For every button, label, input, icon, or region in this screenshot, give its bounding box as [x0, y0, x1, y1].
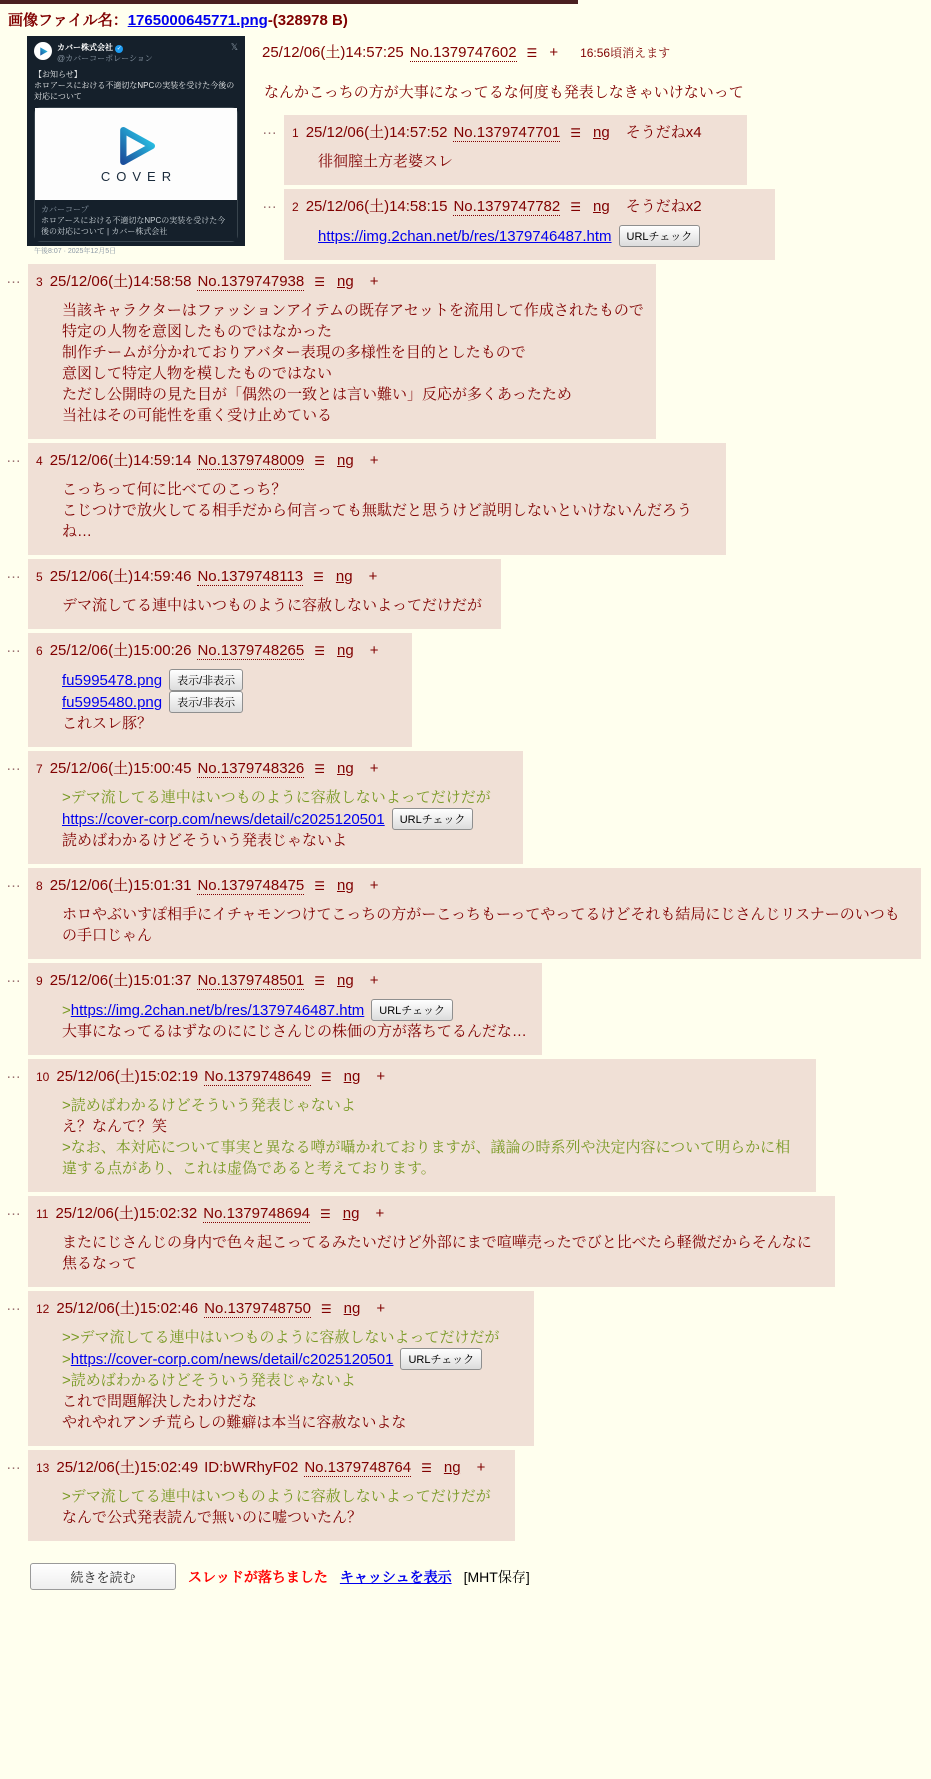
- mht-save-link[interactable]: [MHT保存]: [463, 1568, 530, 1585]
- sodane-plus-button[interactable]: +: [549, 44, 559, 61]
- post-menu-icon[interactable]: ☰: [320, 1070, 332, 1084]
- reply-text-line: 徘徊膣土方老婆スレ: [318, 153, 454, 170]
- file-size: -(328978 B): [267, 12, 348, 29]
- tweet-account-handle: @カバーコーポレーション: [57, 54, 153, 63]
- post-menu-icon[interactable]: ☰: [313, 570, 324, 584]
- op-post-number[interactable]: No.1379747602: [409, 44, 517, 61]
- reply-number: 9: [36, 974, 43, 988]
- sodane-plus-button[interactable]: +: [369, 877, 379, 894]
- reply-number: 1: [292, 126, 299, 140]
- reply-text-line: 当該キャラクターはファッションアイテムの既存アセットを流用して作成されたもので: [62, 302, 644, 319]
- del-expand-link[interactable]: …: [6, 565, 21, 582]
- reply-post: [262, 189, 931, 260]
- reply-date: 25/12/06(土)14:57:52: [305, 124, 448, 141]
- reply-header: [36, 1297, 522, 1318]
- sodane-plus-button[interactable]: +: [476, 1459, 486, 1476]
- url-check-button[interactable]: URLチェック: [392, 808, 474, 830]
- reply-number: 2: [292, 200, 299, 214]
- quote-line: >読めばわかるけどそういう発表じゃないよ: [62, 1097, 356, 1114]
- sodane-plus-button[interactable]: +: [368, 568, 378, 585]
- post-menu-icon[interactable]: ☰: [314, 974, 325, 988]
- reply-header: [292, 121, 735, 142]
- reply-header: [36, 1456, 503, 1477]
- ng-button[interactable]: ng: [337, 642, 354, 659]
- cover-logo-image: [35, 108, 237, 200]
- show-cache-link[interactable]: キャッシュを表示: [339, 1568, 452, 1585]
- url-link[interactable]: https://img.2chan.net/b/res/1379746487.htm: [318, 228, 612, 245]
- post-menu-icon[interactable]: ☰: [421, 1461, 432, 1475]
- reply-post: [6, 1450, 931, 1541]
- cover-avatar: [34, 42, 52, 60]
- sodane-plus-button[interactable]: +: [369, 760, 379, 777]
- reply-number: 13: [36, 1461, 50, 1475]
- sodane-plus-button[interactable]: +: [376, 1068, 386, 1085]
- reply-text-line: デマ流してる連中はいつものように容赦しないよってだけだが: [62, 597, 483, 614]
- reply-text-line: え？なんて？笑: [62, 1118, 168, 1135]
- ng-button[interactable]: ng: [593, 198, 610, 215]
- reply-header: [36, 449, 714, 470]
- reply-text-line: 制作チームが分かれておりアバター表現の多様性を目的としたもので: [62, 344, 526, 361]
- reply-number: 12: [36, 1302, 50, 1316]
- url-link[interactable]: https://cover-corp.com/news/detail/c2025120501: [70, 1351, 394, 1368]
- reply-number: 4: [36, 454, 43, 468]
- sodane-plus-button[interactable]: +: [369, 642, 379, 659]
- ng-button[interactable]: ng: [337, 760, 354, 777]
- del-expand-link[interactable]: …: [6, 1202, 21, 1219]
- url-check-button[interactable]: URLチェック: [619, 225, 701, 247]
- quote-line: >デマ流してる連中はいつものように容赦しないよってだけだが: [62, 1488, 491, 1505]
- reply-header: [36, 757, 511, 778]
- url-check-button[interactable]: URLチェック: [400, 1348, 482, 1370]
- file-link[interactable]: fu5995478.png: [62, 672, 163, 689]
- reply-date: 25/12/06(土)15:00:45: [49, 760, 192, 777]
- x-logo-icon: 𝕏: [230, 42, 238, 52]
- del-expand-link[interactable]: …: [6, 757, 21, 774]
- reply-text-line: 特定の人物を意図したものではなかった: [62, 323, 333, 340]
- quote-mark: >: [62, 1351, 71, 1368]
- reply-text-line: またにじさんじの身内で色々起こってるみたいだけど外部にまで喧嘩売ったでびと比べたら軽微だからそんなに焦るなって: [62, 1234, 812, 1272]
- reply-text-line: やれやれアンチ荒らしの難癖は本当に容赦ないよな: [62, 1414, 407, 1431]
- quote-line: >読めばわかるけどそういう発表じゃないよ: [62, 1372, 356, 1389]
- op-body-text: なんかこっちの方が大事になってるな何度も発表しなきゃいけないって: [264, 84, 744, 101]
- del-expand-link[interactable]: …: [6, 270, 21, 287]
- reply-text-line: これスレ豚？: [62, 715, 153, 732]
- sodane-plus-button[interactable]: +: [369, 273, 379, 290]
- reply-date: 25/12/06(土)14:58:58: [49, 273, 192, 290]
- post-menu-icon[interactable]: ☰: [314, 762, 325, 776]
- post-menu-icon[interactable]: ☰: [314, 275, 325, 289]
- sodane-plus-button[interactable]: +: [369, 452, 379, 469]
- cover-wordmark: COVER: [100, 168, 178, 184]
- file-header: [0, 4, 931, 33]
- reply-post-number[interactable]: No.1379748694: [203, 1205, 311, 1222]
- reply-date: 25/12/06(土)14:59:46: [49, 568, 192, 585]
- reply-text-line: こじつけで放火してる相手だから何言っても無駄だと思うけど説明しないといけないんだろうね…: [62, 502, 693, 540]
- sodane-plus-button[interactable]: +: [375, 1205, 385, 1222]
- reply-text-line: ただし公開時の見た目が「偶然の一致とは言い難い」反応が多くあったため: [62, 386, 572, 403]
- del-expand-link[interactable]: …: [6, 639, 21, 656]
- del-expand-link[interactable]: …: [262, 195, 277, 212]
- thread-footer: [30, 1563, 931, 1590]
- reply-date: 25/12/06(土)15:02:32: [55, 1205, 198, 1222]
- reply-post: [6, 264, 931, 439]
- reply-header: [292, 195, 763, 216]
- reply-date: 25/12/06(土)15:01:37: [49, 972, 192, 989]
- image-filename-link[interactable]: 1765000645771.png: [127, 12, 268, 29]
- ng-button[interactable]: ng: [342, 1205, 360, 1222]
- expire-time: 16:56頃消えます: [580, 46, 671, 60]
- del-expand-link[interactable]: …: [6, 1297, 21, 1314]
- reply-text-line: 読めばわかるけどそういう発表じゃないよ: [62, 832, 348, 849]
- reply-post-number[interactable]: No.1379748009: [197, 452, 305, 469]
- tweet-link-card: [34, 107, 238, 242]
- quote-mark: >: [62, 1002, 71, 1019]
- reply-date: 25/12/06(土)15:02:19: [56, 1068, 199, 1085]
- sodane-count[interactable]: そうだねx4: [625, 124, 702, 141]
- op-thumbnail-image[interactable]: [27, 36, 245, 255]
- ng-button[interactable]: ng: [443, 1459, 461, 1476]
- reply-date: 25/12/06(土)14:59:14: [49, 452, 192, 469]
- reply-header: [36, 1202, 823, 1223]
- post-menu-icon[interactable]: ☰: [570, 126, 581, 140]
- post-menu-icon[interactable]: ☰: [320, 1207, 331, 1221]
- reply-number: 11: [36, 1207, 49, 1221]
- reply-text-line: 意図して特定人物を模したものではない: [62, 365, 333, 382]
- reply-post: [6, 633, 931, 747]
- reply-post-number[interactable]: No.1379748750: [204, 1300, 311, 1317]
- reply-post: [6, 1059, 931, 1192]
- del-expand-link[interactable]: …: [262, 121, 277, 138]
- post-menu-icon[interactable]: ☰: [314, 644, 325, 658]
- reply-post-number[interactable]: No.1379748265: [197, 642, 305, 659]
- reply-number: 5: [36, 570, 43, 584]
- reply-post: [6, 1196, 931, 1287]
- reply-number: 8: [36, 879, 43, 893]
- ng-button[interactable]: ng: [337, 877, 354, 894]
- read-more-button[interactable]: 続きを読む: [30, 1563, 176, 1590]
- quote-line: >デマ流してる連中はいつものように容赦しないよってだけだが: [62, 789, 491, 806]
- del-expand-link[interactable]: …: [6, 449, 21, 466]
- quote-line: >なお、本対応について事実と異なる噂が囁かれておりますが、議論の時系列や決定内容について明らかに相違する点があり、これは虚偽であると考えております。: [62, 1139, 791, 1177]
- reply-post-number[interactable]: No.1379747938: [197, 273, 305, 290]
- reply-header: [36, 270, 644, 291]
- reply-text-line: ホロやぶいすぽ相手にイチャモンつけてこっちの方がーこっちもーってやってるけどそれも結局にじさんじリスナーのいつもの手口じゃん: [62, 906, 900, 944]
- reply-date: 25/12/06(土)15:02:46: [56, 1300, 199, 1317]
- reply-text-line: 当社はその可能性を重く受け止めている: [62, 407, 333, 424]
- reply-post: [6, 559, 931, 629]
- cover-play-icon: [117, 127, 155, 165]
- del-expand-link[interactable]: …: [6, 1456, 21, 1473]
- toggle-visibility-button[interactable]: 表示/非表示: [169, 691, 243, 713]
- verified-badge-icon: ✓: [116, 46, 122, 52]
- reply-text-line: なんで公式発表読んで無いのに嘘ついたん？: [62, 1509, 363, 1526]
- toggle-visibility-button[interactable]: 表示/非表示: [169, 669, 243, 691]
- reply-post-number[interactable]: No.1379747701: [453, 124, 561, 141]
- reply-post-number[interactable]: No.1379748475: [197, 877, 305, 894]
- thread-fell-notice: スレッドが落ちました: [188, 1568, 328, 1585]
- reply-header: [36, 1065, 804, 1086]
- file-header-label: 画像ファイル名：: [8, 12, 128, 29]
- url-link[interactable]: https://cover-corp.com/news/detail/c2025120501: [62, 811, 385, 828]
- reply-number: 3: [36, 275, 43, 289]
- reply-date: 25/12/06(土)15:02:49: [56, 1459, 199, 1476]
- ng-button[interactable]: ng: [335, 568, 353, 585]
- tweet-account-name: カバー株式会社 ✓: [57, 43, 122, 52]
- reply-post: [6, 443, 931, 555]
- reply-post-number[interactable]: No.1379747782: [453, 198, 561, 215]
- reply-post-number[interactable]: No.1379748764: [304, 1459, 412, 1476]
- post-menu-icon[interactable]: ☰: [526, 46, 538, 60]
- url-check-button[interactable]: URLチェック: [371, 999, 453, 1021]
- reply-text-line: こっちって何に比べてのこっち？: [62, 481, 287, 498]
- reply-header: [36, 565, 489, 586]
- op-date: 25/12/06(土)14:57:25: [262, 44, 404, 61]
- reply-number: 10: [36, 1070, 50, 1084]
- reply-header: [36, 969, 530, 990]
- url-link[interactable]: https://img.2chan.net/b/res/1379746487.htm: [70, 1002, 365, 1019]
- reply-text-line: 大事になってるはずなのににじさんじの株価の方が落ちてるんだな…: [62, 1023, 527, 1040]
- post-menu-icon[interactable]: ☰: [314, 879, 325, 893]
- ng-button[interactable]: ng: [337, 273, 354, 290]
- sodane-count[interactable]: そうだねx2: [625, 198, 702, 215]
- ng-button[interactable]: ng: [343, 1300, 361, 1317]
- del-expand-link[interactable]: …: [6, 1065, 21, 1082]
- tweet-timestamp: 午後8:07 · 2025年12月5日: [34, 248, 117, 255]
- reply-date: 25/12/06(土)15:01:31: [49, 877, 192, 894]
- reply-post: [6, 868, 931, 959]
- reply-date: 25/12/06(土)14:58:15: [305, 198, 448, 215]
- card-title: ホロアースにおける不適切なNPCの実装を受けた今後の対応について | カバー株式会社: [41, 216, 226, 236]
- reply-post: [262, 115, 931, 185]
- reply-header: [36, 639, 400, 660]
- del-expand-link[interactable]: …: [6, 874, 21, 891]
- reply-post: [6, 751, 931, 864]
- reply-number: 6: [36, 644, 43, 658]
- play-logo-icon: [38, 46, 49, 57]
- sodane-plus-button[interactable]: +: [376, 1300, 386, 1317]
- tweet-text: 【お知らせ】 ホロアースにおける不適切なNPCの実装を受けた今後の対応について: [34, 70, 235, 101]
- file-link[interactable]: fu5995480.png: [62, 694, 163, 711]
- ng-button[interactable]: ng: [337, 452, 354, 469]
- reply-date: 25/12/06(土)15:00:26: [49, 642, 192, 659]
- ng-button[interactable]: ng: [593, 124, 610, 141]
- post-menu-icon[interactable]: ☰: [314, 454, 325, 468]
- poster-id: ID:bWRhyF02: [204, 1459, 299, 1476]
- reply-post-number[interactable]: No.1379748113: [197, 568, 304, 585]
- reply-post-number[interactable]: No.1379748649: [204, 1068, 311, 1085]
- reply-post: [6, 963, 931, 1055]
- del-expand-link[interactable]: …: [6, 969, 21, 986]
- op-post: [0, 36, 931, 264]
- ng-button[interactable]: ng: [343, 1068, 361, 1085]
- card-domain: カバーコープ: [41, 205, 89, 214]
- reply-number: 7: [36, 762, 43, 776]
- reply-post: [6, 1291, 931, 1446]
- post-menu-icon[interactable]: ☰: [570, 200, 581, 214]
- reply-header: [36, 874, 909, 895]
- ng-button[interactable]: ng: [337, 972, 354, 989]
- op-header: [262, 36, 931, 62]
- reply-post-number[interactable]: No.1379748501: [197, 972, 305, 989]
- sodane-plus-button[interactable]: +: [369, 972, 379, 989]
- quote-line: >>デマ流してる連中はいつものように容赦しないよってだけだが: [62, 1329, 500, 1346]
- post-menu-icon[interactable]: ☰: [320, 1302, 332, 1316]
- reply-post-number[interactable]: No.1379748326: [197, 760, 305, 777]
- reply-text-line: これで問題解決したわけだな: [62, 1393, 258, 1410]
